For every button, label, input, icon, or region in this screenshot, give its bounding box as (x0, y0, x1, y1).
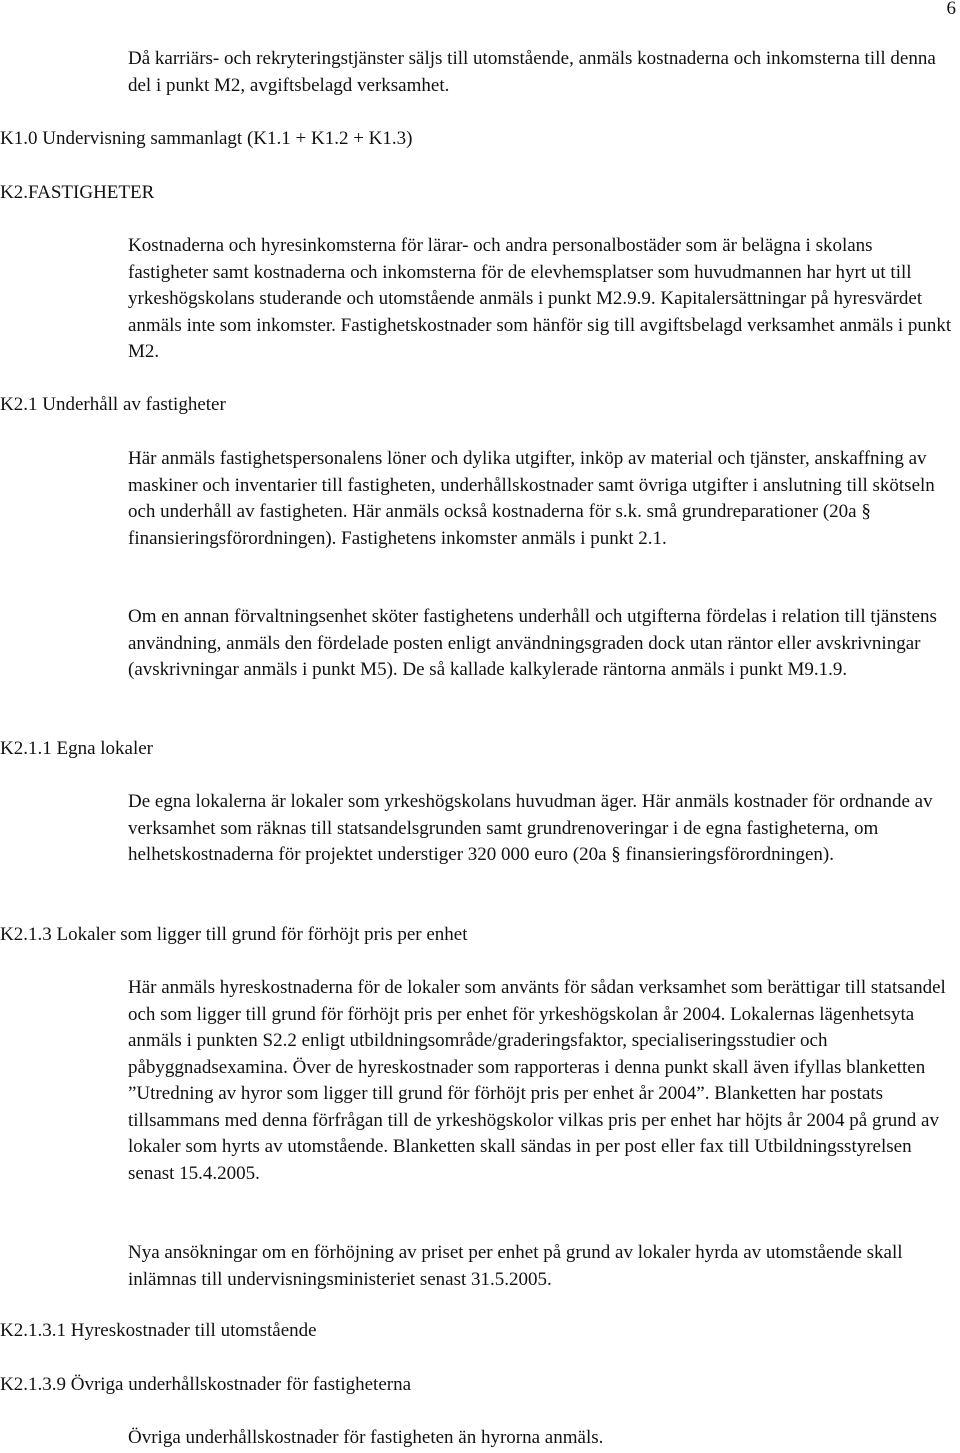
k2-1-paragraph-2: Om en annan förvaltningsenhet sköter fastighetens underhåll och utgifterna fördelas i relation till tjänstens användning, anmäls den fördelade posten enligt användningsgraden dock utan räntor eller avskrivningar (avskrivningar anmäls i punkt M5). De så kallade kalkylerade räntorna anmäls i punkt M9.1.9. (128, 606, 937, 680)
heading-k1-0: K1.0 Undervisning sammanlagt (K1.1 + K1.2 + K1.3) (0, 128, 413, 149)
page-number: 6 (946, 0, 956, 19)
k2-1-1-paragraph: De egna lokalerna är lokaler som yrkeshögskolans huvudman äger. Här anmäls kostnader för ordnande av verksamhet som räknas till statsandelsgrunden samt grundrenoveringar i de egna fastigheterna, om helhetskostnaderna för projektet understiger 320 000 euro (20a § finansieringsförordningen). (128, 791, 933, 865)
intro-paragraph: Då karriärs- och rekryteringstjänster säljs till utomstående, anmäls kostnaderna och inkomsterna till denna del i punkt M2, avgiftsbelagd verksamhet. (128, 48, 936, 96)
heading-k2-1-3-9: K2.1.3.9 Övriga underhållskostnader för fastigheterna (0, 1374, 412, 1395)
k2-1-3-paragraph-1: Här anmäls hyreskostnaderna för de lokaler som använts för sådan verksamhet som berättigar till statsandel och som ligger till grund för förhöjt pris per enhet för yrkeshögskolan år 2004. Lokalernas lägenhetsyta anmäls i punkten S2.2 enligt utbildningsområde/graderingsfaktor, specialiseringsstudier och påbyggnadsexamina. Över de hyreskostnader som rapporteras i denna punkt skall även ifyllas blanketten ”Utredning av hyror som ligger till grund för förhöjt pris per enhet år 2004”. Blanketten har postats tillsammans med denna förfrågan till de yrkeshögskolor vilkas pris per enhet har höjts år 2004 på grund av lokaler som hyrts av utomstående. Blanketten skall sändas in per post eller fax till Utbildningsstyrelsen senast 15.4.2005. (128, 977, 946, 1184)
heading-k2-1: K2.1 Underhåll av fastigheter (0, 394, 226, 415)
k2-1-3-paragraph-2: Nya ansökningar om en förhöjning av priset per enhet på grund av lokaler hyrda av utomstående skall inlämnas till undervisningsministeriet senast 31.5.2005. (128, 1242, 903, 1290)
k2-1-paragraph-1: Här anmäls fastighetspersonalens löner och dylika utgifter, inköp av material och tjänster, anskaffning av maskiner och inventarier till fastigheten, underhållskostnader samt övriga utgifter i anslutning till skötseln och underhåll av fastigheten. Här anmäls också kostnaderna för s.k. små grundreparationer (20a § finansieringsförordningen). Fastighetens inkomster anmäls i punkt 2.1. (128, 448, 935, 549)
heading-k2: K2.FASTIGHETER (0, 182, 155, 203)
k2-paragraph: Kostnaderna och hyresinkomsterna för lärar- och andra personalbostäder som är belägna i skolans fastigheter samt kostnaderna och inkomsterna för de elevhemsplatser som huvudmannen har hyrt ut till yrkeshögskolans studerande och utomstående anmäls i punkt M2.9.9. Kapitalersättningar på hyresvärdet anmäls inte som inkomster. Fastighetskostnader som hänför sig till avgiftsbelagd verksamhet anmäls i punkt M2. (128, 235, 952, 362)
heading-k2-1-3-1: K2.1.3.1 Hyreskostnader till utomstående (0, 1320, 317, 1341)
k2-1-3-9-paragraph: Övriga underhållskostnader för fastigheten än hyrorna anmäls. (128, 1427, 604, 1448)
heading-k2-1-3: K2.1.3 Lokaler som ligger till grund för förhöjt pris per enhet (0, 924, 468, 945)
heading-k2-1-1: K2.1.1 Egna lokaler (0, 738, 154, 759)
